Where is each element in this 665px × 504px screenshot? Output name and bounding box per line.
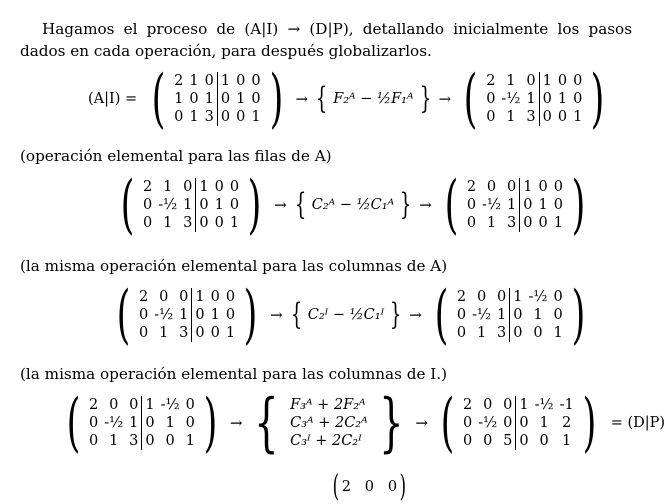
matrix-cell: 0 (553, 197, 563, 213)
matrix-cell: 0 (159, 289, 169, 305)
matrix-cell: 0 (483, 397, 493, 413)
matrix-cell: 3 (526, 109, 536, 125)
matrix-cell: 0 (179, 289, 189, 305)
caption-2: (la misma operación elemental para las columnas de A) (20, 257, 448, 275)
arrow: → (274, 196, 287, 214)
arrow: → (438, 90, 452, 108)
matrix-cell: -½ (528, 289, 548, 305)
matrix-row (171, 108, 263, 126)
arrow: → (270, 306, 283, 324)
matrix-cell: 0 (526, 73, 536, 89)
matrix-cell: 0 (516, 414, 532, 432)
matrix-cell: -½ (154, 307, 174, 323)
matrix-cell: 0 (229, 179, 240, 195)
matrix-cell: 1 (214, 197, 224, 213)
matrix-cell: -½ (482, 197, 502, 213)
matrix-cell: 0 (516, 432, 532, 450)
matrix-m2b: ( 2 0 0 1 0 0 0 -½ 1 0 1 0 0 1 3 0 0 1 ) (116, 278, 258, 352)
matrix-m3b: ( 2 0 0 1 -½ 0 0 -½ 1 0 1 0 0 1 3 0 0 1 ) (66, 386, 218, 460)
matrix-cell: 0 (236, 73, 246, 89)
matrix-cell: 1 (526, 91, 536, 107)
matrix-cell: 1 (486, 215, 497, 231)
operation-4b: C₃ᴬ + 2C₂ᴬ (290, 415, 368, 431)
matrix-cell: 1 (476, 325, 487, 341)
arrow: → (415, 414, 428, 432)
matrix-cell: 0 (503, 397, 513, 413)
matrix-cell: 1 (510, 288, 526, 306)
matrix-cell: 1 (192, 288, 208, 306)
matrix-cell: 1 (236, 91, 246, 107)
matrix-cell: 2 (138, 289, 149, 305)
matrix-m0-table (171, 72, 263, 126)
matrix-cell: 0 (185, 415, 195, 431)
operation-4a: F₃ᴬ + 2F₂ᴬ (290, 397, 366, 413)
matrix-cell: 1 (507, 197, 517, 213)
matrix-cell: 1 (129, 415, 139, 431)
matrix-cell: 0 (539, 433, 549, 449)
matrix-row (140, 196, 242, 214)
matrix-row (171, 72, 263, 90)
operation-2: C₂ᴬ − ½C₁ᴬ (311, 197, 395, 213)
equation-row-3: ( 2 0 0 1 0 0 0 -½ 1 0 1 0 0 1 3 0 0 1 ) → { C₂ᴵ − ½C₁ᴵ } → ( 2 0 0 1 -½ 0 0 -½ 1 0 1 0 0 1 3 0 0 1 ) (108, 288, 594, 342)
matrix-cell: 2 (142, 179, 153, 195)
matrix-cell: 1 (520, 178, 536, 196)
matrix-cell: 0 (225, 307, 236, 323)
matrix-row (464, 178, 566, 196)
matrix-cell: 0 (466, 215, 477, 231)
matrix-m0: ( 2 1 0 1 0 0 1 0 1 0 1 0 0 1 3 0 0 1 ) (151, 62, 283, 136)
matrix-cell: 0 (573, 91, 583, 107)
matrix-cell: 1 (229, 215, 240, 231)
equation-row-4: ( 2 0 0 1 -½ 0 0 -½ 1 0 1 0 0 1 3 0 0 1 ) → { F₃ᴬ + 2F₂ᴬ C₃ᴬ + 2C₂ᴬ C₃ᴵ + 2C₂ᴵ } → ( 2 0 0 1 -½ -1 0 -½ 0 0 1 2 0 0 5 0 0 1 ) = (D|P) (58, 396, 665, 450)
matrix-cell: 1 (196, 178, 212, 196)
matrix-row (171, 90, 263, 108)
operation-4c: C₃ᴵ + 2C₂ᴵ (290, 433, 362, 449)
matrix-cell: 0 (520, 214, 536, 232)
matrix-cell: 0 (466, 197, 477, 213)
matrix-cell: 3 (129, 433, 139, 449)
cut-off-row: ( 2 0 0 ) (332, 469, 407, 504)
matrix-cell: 1 (210, 307, 220, 323)
matrix-cell: 0 (88, 433, 99, 449)
matrix-cell: 0 (557, 73, 568, 89)
matrix-cell: 3 (183, 215, 193, 231)
matrix-cell: 1 (109, 433, 119, 449)
matrix-cell: 0 (456, 325, 467, 341)
matrix-row (140, 178, 242, 196)
arrow: → (295, 90, 309, 108)
matrix-cell: 0 (189, 91, 199, 107)
matrix-cell: 0 (210, 325, 220, 341)
matrix-cell: 0 (88, 415, 99, 431)
matrix-cell: 1 (179, 307, 189, 323)
matrix-cell: 0 (557, 109, 568, 125)
matrix-m4-table (460, 396, 577, 450)
caption-1: (operación elemental para las filas de A) (20, 147, 332, 165)
matrix-cell: 1 (506, 109, 516, 125)
matrix-cell: 0 (210, 289, 220, 305)
matrix-row (136, 288, 238, 306)
matrix-cell: 1 (497, 307, 507, 323)
matrix-cell: 0 (236, 109, 246, 125)
matrix-m4: ( 2 0 0 1 -½ -1 0 -½ 0 0 1 2 0 0 5 0 0 1 ) (440, 386, 597, 460)
matrix-m1-table (483, 72, 585, 126)
matrix-cell: 1 (538, 197, 548, 213)
matrix-row (454, 324, 566, 342)
matrix-row (454, 288, 566, 306)
operation-1: F₂ᴬ − ½F₁ᴬ (333, 91, 414, 107)
matrix-row (86, 414, 198, 432)
matrix-cell: 3 (497, 325, 507, 341)
matrix-cell: -½ (158, 197, 178, 213)
arrow: → (409, 306, 422, 324)
operation-3: C₂ᴵ − ½C₁ᴵ (307, 307, 385, 323)
matrix-cell: 0 (138, 307, 149, 323)
matrix-cell: 1 (533, 307, 543, 323)
matrix-cell: 2 (562, 415, 572, 431)
matrix-cell: 0 (192, 306, 208, 324)
matrix-cell: 0 (538, 179, 548, 195)
matrix-cell: 0 (533, 325, 543, 341)
matrix-cell: 0 (204, 73, 214, 89)
matrix-cell: 1 (562, 433, 572, 449)
matrix-cell: 0 (486, 91, 496, 107)
matrix-cell: 0 (507, 179, 517, 195)
matrix-cell: 1 (217, 72, 233, 90)
matrix-row (464, 214, 566, 232)
matrix-cell: 0 (183, 179, 193, 195)
matrix-cell: 1 (163, 215, 173, 231)
matrix-m1: ( 2 1 0 1 0 0 0 -½ 1 0 1 0 0 1 3 0 0 1 ) (463, 62, 605, 136)
matrix-cell: 1 (506, 73, 516, 89)
matrix-cell: 2 (466, 179, 477, 195)
matrix-cell: 0 (217, 90, 233, 108)
matrix-cell: 0 (165, 433, 175, 449)
matrix-m2: ( 2 0 0 1 0 0 0 -½ 1 0 1 0 0 1 3 0 0 1 ) (444, 168, 586, 242)
matrix-cell: -1 (559, 397, 574, 413)
matrix-cell: 0 (142, 432, 158, 450)
matrix-m2b-table (136, 288, 238, 342)
matrix-cell: 0 (553, 179, 563, 195)
matrix-row (136, 306, 238, 324)
matrix-row (460, 414, 577, 432)
lhs-label: (A|I) = (88, 91, 138, 107)
matrix-cell: 1 (553, 215, 563, 231)
matrix-m2-table (464, 178, 566, 232)
matrix-cell: 0 (214, 179, 224, 195)
matrix-cell: 0 (214, 215, 224, 231)
matrix-row (483, 72, 585, 90)
matrix-cell: 1 (516, 396, 532, 414)
matrix-cell: 0 (510, 324, 526, 342)
matrix-cell: 1 (189, 109, 199, 125)
matrix-cell: 1 (573, 109, 583, 125)
matrix-cell: 1 (185, 433, 195, 449)
matrix-cell: 1 (189, 73, 199, 89)
matrix-cell: 0 (196, 196, 212, 214)
matrix-cell: 1 (539, 415, 549, 431)
matrix-cell: 1 (204, 91, 214, 107)
caption-3: (la misma operación elemental para las columnas de I.) (20, 365, 448, 383)
matrix-cell: 3 (204, 109, 214, 125)
matrix-cell: 2 (486, 73, 496, 89)
matrix-cell: 2 (88, 397, 99, 413)
matrix-row (86, 396, 198, 414)
matrix-cell: 0 (217, 108, 233, 126)
matrix-cell: 1 (557, 91, 568, 107)
matrix-cell: 0 (251, 73, 261, 89)
matrix-cell: 5 (503, 433, 513, 449)
matrix-cell: 0 (138, 325, 149, 341)
rhs-label: = (D|P) (610, 415, 665, 431)
matrix-cell: 0 (142, 197, 153, 213)
matrix-cell: 0 (510, 306, 526, 324)
matrix-m1b: ( 2 1 0 1 0 0 0 -½ 1 0 1 0 0 1 3 0 0 1 ) (120, 168, 262, 242)
equation-row-1: (A|I) = ( 2 1 0 1 0 0 1 0 1 0 1 0 0 1 3 0 0 1 ) → { F₂ᴬ − ½F₁ᴬ } → ( 2 1 0 1 0 0 0 -½ 1 0 1 0 0 1 3 0 0 1 ) (88, 72, 613, 126)
matrix-cell: 0 (520, 196, 536, 214)
matrix-cell: 0 (497, 289, 507, 305)
matrix-cell: 0 (553, 307, 563, 323)
matrix-cell: -½ (104, 415, 124, 431)
matrix-cell: 1 (251, 109, 261, 125)
matrix-m3: ( 2 0 0 1 -½ 0 0 -½ 1 0 1 0 0 1 3 0 0 1 ) (434, 278, 586, 352)
matrix-cell: 0 (129, 397, 139, 413)
matrix-row (483, 90, 585, 108)
matrix-cell: 3 (507, 215, 517, 231)
matrix-row (136, 324, 238, 342)
matrix-row (483, 108, 585, 126)
matrix-cell: 0 (251, 91, 261, 107)
matrix-cell: 1 (159, 325, 169, 341)
matrix-cell: 1 (539, 72, 555, 90)
matrix-row (464, 196, 566, 214)
matrix-cell: -½ (478, 415, 498, 431)
matrix-cell: 1 (174, 91, 184, 107)
matrix-row (140, 214, 242, 232)
equation-row-2: ( 2 1 0 1 0 0 0 -½ 1 0 1 0 0 1 3 0 0 1 ) → { C₂ᴬ − ½C₁ᴬ } → ( 2 0 0 1 0 0 0 -½ 1 0 1 0 0 1 3 0 0 1 ) (112, 178, 594, 232)
matrix-cell: 0 (462, 433, 473, 449)
matrix-m3-table (454, 288, 566, 342)
matrix-cell: 0 (456, 307, 467, 323)
matrix-cell: 0 (196, 214, 212, 232)
matrix-cell: -½ (501, 91, 521, 107)
matrix-cell: 0 (142, 215, 153, 231)
matrix-cell: 2 (462, 397, 473, 413)
matrix-row (86, 432, 198, 450)
matrix-cell: 2 (456, 289, 467, 305)
intro-paragraph: Hagamos el proceso de (A|I) → (D|P), detallando inicialmente los pasos dados en cada operación, para después globalizarlos. (20, 20, 632, 60)
matrix-cell: 0 (539, 108, 555, 126)
matrix-cell: 0 (539, 90, 555, 108)
matrix-row (460, 396, 577, 414)
matrix-cell: 0 (476, 289, 487, 305)
matrix-cell: 0 (462, 415, 473, 431)
cut-row-values: 2 0 0 (341, 479, 398, 495)
arrow: → (419, 196, 432, 214)
matrix-cell: 1 (183, 197, 193, 213)
matrix-cell: 0 (573, 73, 583, 89)
matrix-cell: 1 (142, 396, 158, 414)
matrix-cell: 0 (486, 179, 497, 195)
arrow: → (229, 414, 243, 432)
matrix-cell: -½ (160, 397, 180, 413)
matrix-cell: 1 (553, 325, 563, 341)
matrix-m3b-table (86, 396, 198, 450)
matrix-row (460, 432, 577, 450)
matrix-cell: 0 (483, 433, 493, 449)
matrix-cell: 0 (192, 324, 208, 342)
matrix-cell: -½ (472, 307, 492, 323)
matrix-cell: 0 (553, 289, 563, 305)
matrix-cell: 2 (174, 73, 184, 89)
matrix-cell: 1 (163, 179, 173, 195)
matrix-cell: 0 (185, 397, 195, 413)
matrix-cell: 0 (538, 215, 548, 231)
matrix-cell: -½ (534, 397, 554, 413)
matrix-cell: 0 (109, 397, 119, 413)
matrix-cell: 0 (486, 109, 496, 125)
matrix-cell: 0 (174, 109, 184, 125)
matrix-row (454, 306, 566, 324)
matrix-cell: 0 (225, 289, 236, 305)
matrix-cell: 0 (229, 197, 240, 213)
matrix-m1b-table (140, 178, 242, 232)
matrix-cell: 0 (503, 415, 513, 431)
operation-list-4 (290, 396, 368, 450)
matrix-cell: 1 (165, 415, 175, 431)
matrix-cell: 3 (179, 325, 189, 341)
matrix-cell: 0 (142, 414, 158, 432)
matrix-cell: 1 (225, 325, 236, 341)
